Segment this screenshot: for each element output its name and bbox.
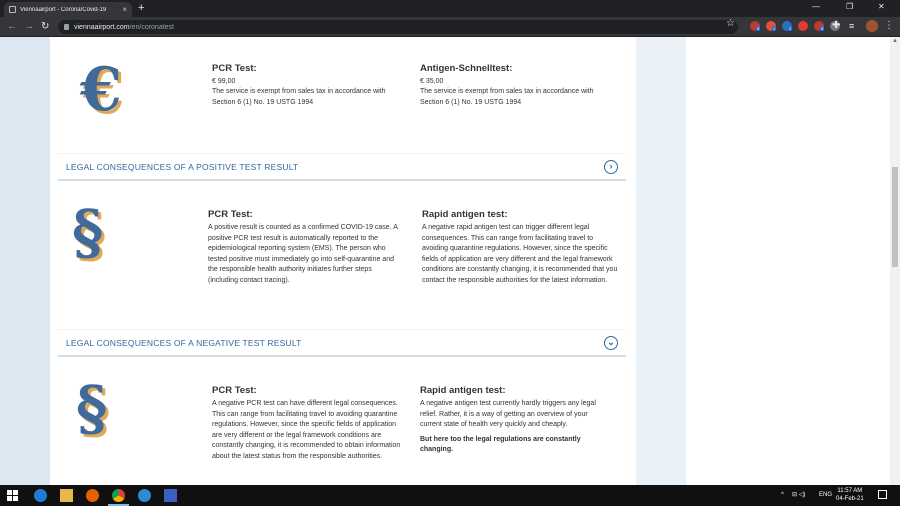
antigen-price-value: € 35,00 [420,78,444,85]
positive-pcr-block [208,209,398,287]
address-bar[interactable] [58,20,738,34]
forward-button[interactable]: → [24,21,34,32]
euro-icon: € [80,55,122,125]
pcr-price-value: € 99,00 [212,78,236,85]
negative-pcr-block [212,385,402,463]
profile-avatar[interactable] [866,20,878,32]
lock-icon [64,24,69,30]
negative-pcr-title: PCR Test: [212,385,257,396]
extension-badge: 3 [757,26,760,31]
negative-result-accordion-header[interactable] [58,329,626,357]
page-viewport [0,37,900,485]
scroll-up-arrow-icon[interactable]: ▲ [892,38,898,44]
tab-close-icon[interactable]: × [122,4,127,14]
extensions-puzzle-icon[interactable]: ✚ [832,20,841,31]
positive-pcr-title: PCR Test: [208,209,253,220]
globe-app-icon[interactable] [138,489,151,502]
negative-pcr-text: A negative PCR test can have different legal consequences. This can range from facilitating travel to avoiding quarantine regulations. However, since the specific fields of application are very different or the legal framework conditions are constantly changing, it is recommended to obtain information about the latest status from the responsible authorities. [212,400,401,460]
windows-taskbar [0,485,900,506]
clock-date: 04-Feb-21 [836,496,864,502]
extension-badge: 1 [773,26,776,31]
menu-icon[interactable]: ⋮ [884,20,894,31]
scrollbar-thumb[interactable] [892,167,898,267]
browser-tab[interactable] [4,2,132,17]
pcr-price-title: PCR Test: [212,63,257,74]
system-clock[interactable] [836,487,864,503]
windows-start-icon[interactable] [7,490,18,501]
negative-rapid-text: A negative antigen test currently hardly triggers any legal relief. Rather, it is a way of getting an overview of your current state of health very quickly and cheaply. [420,400,596,429]
chrome-icon[interactable] [112,489,125,502]
antigen-price-note: The service is exempt from sales tax in accordance with Section 6 (1) No. 19 USTG 1994 [420,88,594,106]
tray-chevron-icon[interactable]: ^ [781,492,784,498]
language-indicator[interactable]: ENG [819,492,833,498]
url-domain: viennaairport.com [74,23,130,31]
reload-button[interactable]: ↻ [41,21,50,32]
browser-extension-icon[interactable] [798,21,808,31]
right-sidebar-area [686,37,890,485]
main-content [50,37,636,485]
new-tab-button[interactable]: + [138,2,145,14]
edge-browser-icon[interactable] [34,489,47,502]
chevron-down-icon[interactable]: ⌄ [604,336,618,350]
notification-icon[interactable] [878,490,887,499]
positive-rapid-block [422,209,618,287]
negative-rapid-bold-note: But here too the legal regulations are constantly changing. [420,435,581,454]
back-button[interactable]: ← [7,21,17,32]
tab-strip [0,0,900,17]
positive-rapid-title: Rapid antigen test: [422,209,508,220]
maximize-button[interactable]: ❐ [846,2,854,11]
url-path: /en/coronatest [129,23,175,31]
negative-result-title: LEGAL CONSEQUENCES OF A NEGATIVE TEST RESULT [66,337,302,348]
chevron-right-icon[interactable]: › [604,160,618,174]
pcr-price-block [212,63,402,108]
negative-rapid-title: Rapid antigen test: [420,385,506,396]
reading-list-icon[interactable]: ≡ [849,21,855,31]
tab-title: Viennaairport - Corona/Covid-19 [20,6,107,13]
antigen-price-block [420,63,610,108]
extension-badge: 3 [821,26,824,31]
firefox-icon[interactable] [86,489,99,502]
file-explorer-icon[interactable] [60,489,73,502]
clock-time: 11:57 AM [837,488,863,494]
bookmark-star-icon[interactable]: ☆ [726,18,735,29]
site-favicon-icon [9,6,16,13]
negative-rapid-block [420,385,610,456]
paragraph-icon: § [76,374,108,444]
positive-pcr-text: A positive result is counted as a confirmed COVID-19 case. A positive PCR test result is automatically reported to the epidemiological reporting system (EMS). The person who tested positive must immediately go into self-quarantine and the responsible health authority initiates further steps (including contact tracing). [208,224,398,284]
positive-result-accordion-header[interactable] [58,153,626,181]
pcr-price-note: The service is exempt from sales tax in accordance with Section 6 (1) No. 19 USTG 1994 [212,88,386,106]
close-window-button[interactable]: ✕ [878,2,885,11]
left-background [0,37,50,485]
url-text [74,24,174,31]
positive-result-title: LEGAL CONSEQUENCES OF A POSITIVE TEST RESULT [66,161,299,172]
minimize-button[interactable]: — [812,2,820,11]
browser-toolbar [0,17,900,37]
positive-rapid-text: A negative rapid antigen test can trigger different legal consequences. This can range from facilitating travel to avoiding quarantine regulations. However, since the specific fields of application are very different and the legal framework conditions are constantly changing, it is recommended that you contact the responsible authorities for the latest information. [422,224,618,284]
paragraph-icon: § [72,198,104,268]
network-volume-icons[interactable]: ⊟ ◁) [792,492,806,498]
extension-badge: 2 [789,26,792,31]
page-scrollbar[interactable] [890,37,900,485]
app-window-icon[interactable] [164,489,177,502]
antigen-price-title: Antigen-Schnelltest: [420,63,513,74]
